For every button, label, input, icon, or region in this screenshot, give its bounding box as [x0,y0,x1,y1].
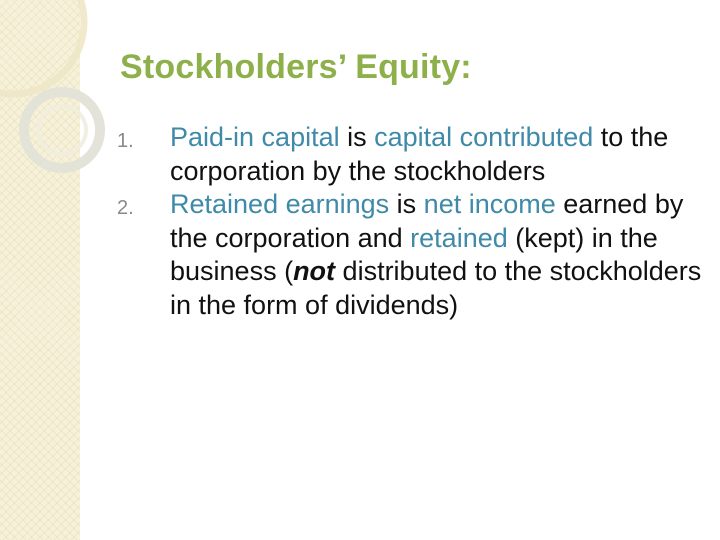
item-text: is [339,122,375,152]
item-text: to the corporation by the stockholders [170,122,669,186]
item-text: earned by the corporation and [170,189,684,253]
term-retained: retained [410,222,508,253]
term-capital-contributed: capital contributed [374,122,594,152]
item-text: (kept) in the business ( [170,222,658,286]
list-item [117,188,710,322]
decorative-rings [0,0,130,220]
item-text: distributed to the stockholders in the form of dividends) [170,256,702,320]
equity-list [117,121,710,322]
emphasis-not: not [293,256,336,286]
list-number: 2. [117,197,134,219]
list-number: 1. [117,130,134,152]
slide-title: Stockholders’ Equity: [120,48,472,86]
term-net-income: net income [423,189,556,219]
list-item [117,121,710,188]
term-retained-earnings: Retained earnings [170,189,390,219]
term-paid-in-capital: Paid-in capital [170,122,340,152]
item-text: is [389,189,424,219]
